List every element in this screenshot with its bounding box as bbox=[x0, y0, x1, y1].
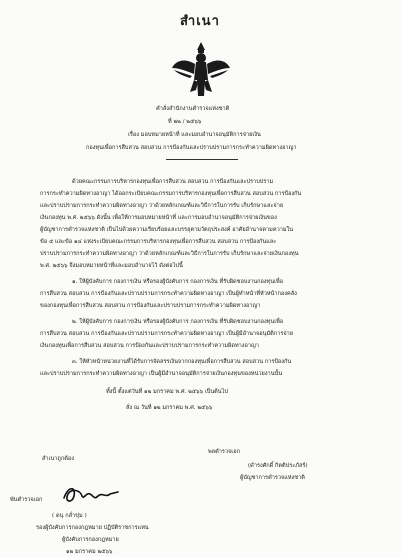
signer-title: ผู้บัญชาการตำรวจแห่งชาติ bbox=[240, 475, 305, 481]
clause-3-line: และปราบปรามการกระทำความผิดทางอาญา เป็นผู้มีอำนาจอนุมัติการจ่ายเงินกองทุนของหน่วยงานนั้น bbox=[40, 371, 283, 377]
copier-title-2: ผู้บังคับการกองกฎหมาย bbox=[62, 537, 119, 543]
subject-line-1: เรื่อง มอบหมายหน้าที่ และมอบอำนาจอนุมัติการจ่ายเงิน bbox=[128, 132, 261, 138]
signer-name: (ดำรงศักดิ์ กิตติประภัสร์) bbox=[248, 463, 308, 469]
clause-2-line: ๒. ให้ผู้บังคับการ กองการเงิน หรือรองผู้บังคับการ กองการเงิน ที่รับผิดชอบงานกองทุนเพื่อ bbox=[72, 319, 284, 325]
body-line: ข้อ ๕ และข้อ ๑๔ แห่งระเบียบคณะกรรมการบริหารกองทุนเพื่อการสืบสวน สอบสวน การป้องกันและ bbox=[40, 239, 277, 245]
clause-1-line: ของกองทุนเพื่อการสืบสวน สอบสวน การป้องกันและปราบปรามการกระทำความผิดทางอาญา bbox=[40, 303, 261, 309]
order-date: สั่ง ณ วันที่ ๑๒ มกราคม พ.ศ. ๒๕๖๖ bbox=[126, 405, 213, 411]
body-line: ด้วยคณะกรรมการบริหารกองทุนเพื่อการสืบสวน สอบสวน การป้องกันและปราบปราม bbox=[72, 179, 274, 185]
copier-title-1: รองผู้บังคับการกองกฎหมาย ปฏิบัติราชการแทน bbox=[36, 525, 149, 531]
copier-rank: พันตำรวจเอก bbox=[10, 497, 43, 503]
body-line: การกระทำความผิดทางอาญา ได้ออกระเบียบคณะกรรมการบริหารกองทุนเพื่อการสืบสวน สอบสวน การป้องกัน bbox=[40, 191, 302, 197]
body-line: พ.ศ. ๒๕๖๖ จึงมอบหมายหน้าที่และมอบอำนาจไว้ ดังต่อไปนี้ bbox=[40, 263, 183, 269]
body-line: ผู้บัญชาการตำรวจแห่งชาติ เป็นไปด้วยความเรียบร้อยและบรรลุตามวัตถุประสงค์ อาศัยอำนาจตามความใน bbox=[40, 227, 294, 233]
copy-stamp: สำเนา bbox=[180, 14, 220, 29]
signer-rank: พลตำรวจเอก bbox=[208, 449, 240, 455]
issuer-title: คำสั่งสำนักงานตำรวจแห่งชาติ bbox=[156, 106, 230, 112]
body-line: และปราบปรามการกระทำความผิดทางอาญา ว่าด้วยหลักเกณฑ์และวิธีการในการรับ เก็บรักษาและจ่าย bbox=[40, 203, 284, 209]
subject-line-2: กองทุนเพื่อการสืบสวน สอบสวน การป้องกันและปราบปรามการกระทำความผิดทางอาญา bbox=[86, 145, 297, 151]
clause-3-line: ๓. ให้หัวหน้าหน่วยงานที่ได้รับการจัดสรรเงินจากกองทุนเพื่อการสืบสวน สอบสวน การป้องกัน bbox=[72, 359, 292, 365]
copy-date: ๑๒ มกราคม ๒๕๖๖ bbox=[66, 549, 113, 555]
body-line: ปราบปรามการกระทำความผิดทางอาญา ว่าด้วยหลักเกณฑ์และวิธีการในการรับ เก็บรักษาและจ่ายเงินกองทุน bbox=[40, 251, 299, 257]
clause-2-line: การสืบสวน สอบสวน การป้องกันและปราบปรามการกระทำความผิดทางอาญา เป็นผู้มีอำนาจอนุมัติการจ่าย bbox=[40, 331, 294, 337]
body-line: เงินกองทุน พ.ศ. ๒๕๖๖ ดังนั้น เพื่อให้การมอบหมายหน้าที่ และการมอบอำนาจอนุมัติการจ่ายเงินของ bbox=[40, 215, 277, 221]
divider bbox=[166, 159, 238, 160]
copy-certified-label: สำเนาถูกต้อง bbox=[42, 456, 74, 462]
order-number: ที่ ๒๒ / ๒๕๖๖ bbox=[168, 119, 202, 125]
effective-date: ทั้งนี้ ตั้งแต่วันที่ ๑๒ มกราคม พ.ศ. ๒๕๖๖ เป็นต้นไป bbox=[106, 389, 228, 395]
copier-name: ( ดนุ กล่ำขุ่ม ) bbox=[52, 513, 87, 519]
handwritten-signature-icon bbox=[60, 482, 122, 506]
clause-2-line: เงินกองทุนเพื่อการสืบสวน สอบสวน การป้องกันและปราบปรามการกระทำความผิดทางอาญา bbox=[40, 343, 259, 349]
clause-1-line: ๑. ให้ผู้บังคับการ กองการเงิน หรือรองผู้บังคับการ กองการเงิน ที่รับผิดชอบงานกองทุนเพื่อ bbox=[72, 279, 284, 285]
clause-1-line: การสืบสวน สอบสวน การป้องกันและปราบปรามการกระทำความผิดทางอาญา เป็นผู้ทำหน้าที่หัวหน้ากองคลัง bbox=[40, 291, 297, 297]
garuda-emblem-icon bbox=[170, 40, 232, 100]
